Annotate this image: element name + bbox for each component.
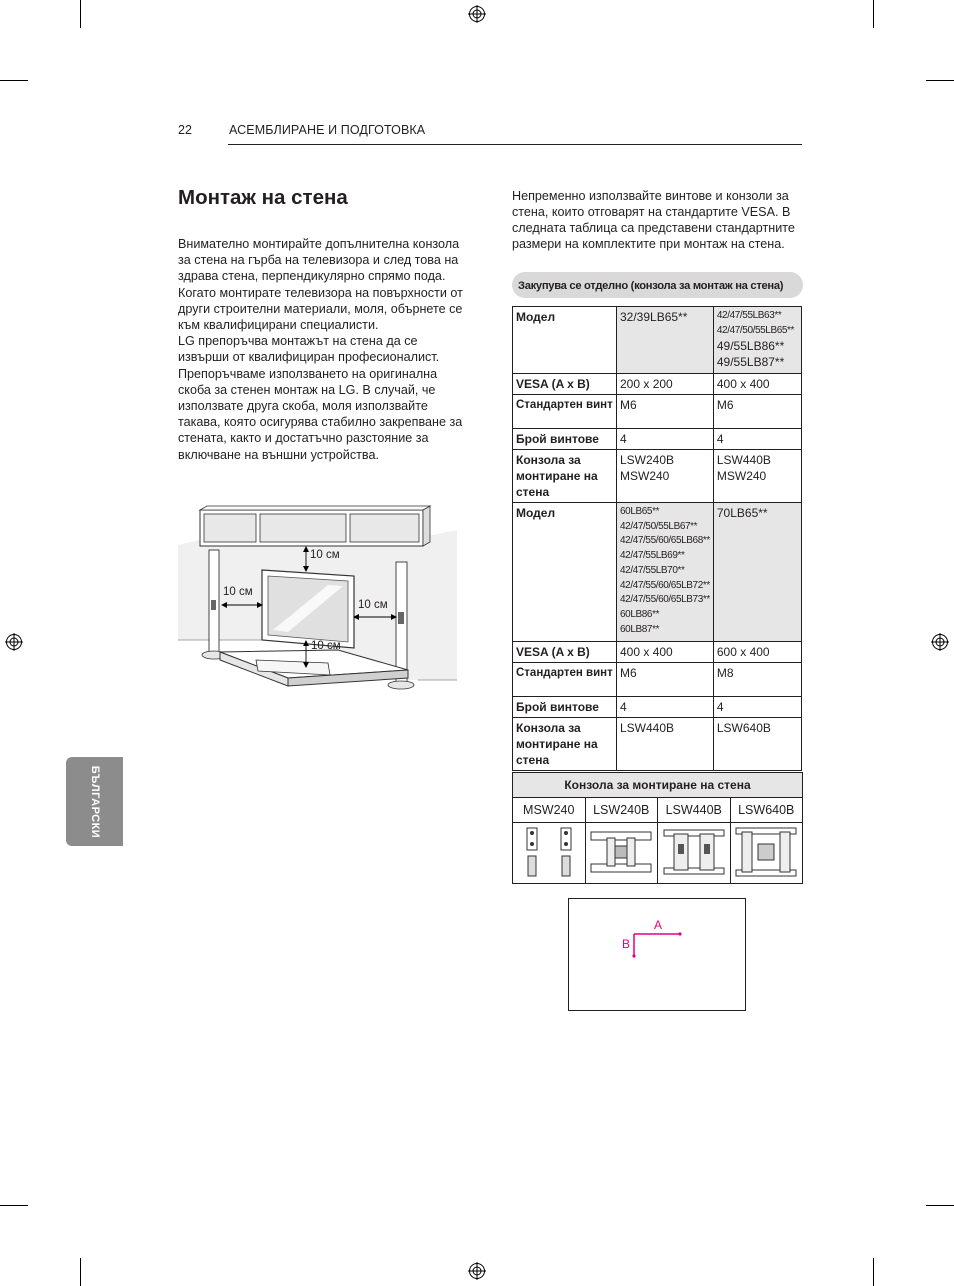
table-row bbox=[513, 642, 802, 663]
vesa-spec-table bbox=[512, 306, 802, 771]
model-line: 42/47/55/60/65LB68** bbox=[620, 535, 710, 547]
crop-mark bbox=[0, 1205, 28, 1206]
model-line: 60LB87** bbox=[620, 623, 660, 635]
registration-mark-icon bbox=[468, 5, 486, 23]
table-cell: LSW240B MSW240 bbox=[617, 450, 714, 503]
table-row bbox=[513, 697, 802, 718]
table-cell: M6 bbox=[617, 395, 714, 429]
table-row bbox=[513, 395, 802, 429]
bracket-model: LSW240B bbox=[585, 798, 658, 823]
lsw640b-bracket-icon bbox=[732, 824, 800, 880]
table-cell: 400 x 400 bbox=[713, 374, 801, 395]
model-line: 42/47/55/60/65LB72** bbox=[620, 579, 710, 591]
screw-label: Стандартен винт bbox=[513, 663, 617, 697]
page-title: Монтаж на стена bbox=[178, 186, 348, 209]
vesa-label: VESA (A x B) bbox=[513, 374, 617, 395]
table-cell bbox=[617, 503, 714, 642]
lsw240b-bracket-icon bbox=[587, 824, 655, 880]
crop-mark bbox=[0, 80, 28, 81]
bracket-model: LSW440B bbox=[658, 798, 731, 823]
vesa-label: VESA (A x B) bbox=[513, 642, 617, 663]
bracket-table-header: Конзола за монтиране на стена bbox=[513, 773, 803, 798]
table-cell: LSW440B MSW240 bbox=[713, 450, 801, 503]
left-clearance-label: 10 см bbox=[223, 586, 253, 598]
vesa-dimension-arrows bbox=[628, 928, 684, 958]
bottom-clearance-label: 10 см bbox=[311, 640, 341, 652]
table-cell: 4 bbox=[617, 697, 714, 718]
model-line: 42/47/55/60/65LB73** bbox=[620, 594, 710, 606]
table-row bbox=[513, 718, 802, 771]
paragraph: LG препоръчва монтажът на стена да се извърши от квалифициран професионалист. Препоръчваме използването на оригинална скоба за стенен монтаж на LG. В случай, че използвате друга скоба, моля използвайте такава, която осигурява стабилно закрепване за стената, както и достатъчно разстояние за включване на външни устройства. bbox=[178, 334, 463, 462]
sold-separately-banner: Закупува се отделно (конзола за монтаж на стена) bbox=[512, 272, 803, 298]
section-title: АСЕМБЛИРАНЕ И ПОДГОТОВКА bbox=[229, 123, 426, 137]
screw-label: Стандартен винт bbox=[513, 395, 617, 429]
table-cell: 4 bbox=[617, 429, 714, 450]
table-cell: 70LB65** bbox=[713, 503, 801, 642]
table-cell: 4 bbox=[713, 429, 801, 450]
table-row bbox=[513, 798, 803, 823]
language-tab-label: БЪЛГАРСКИ bbox=[88, 765, 101, 838]
vesa-intro-text: Непременно използвайте винтове и конзоли за стена, които отговарят на стандартите VESA. В следната таблица са представени стандартните размери на комплектите при монтаж на стена. bbox=[512, 189, 795, 251]
registration-mark-icon bbox=[931, 633, 949, 651]
body-text bbox=[178, 236, 468, 463]
model-line: 42/47/55LB63** bbox=[716, 310, 782, 321]
msw240-bracket-icon bbox=[519, 824, 579, 880]
model-label: Модел bbox=[513, 307, 617, 374]
table-cell: M8 bbox=[713, 663, 801, 697]
crop-mark bbox=[873, 0, 874, 28]
model-line: 42/47/50/55LB67** bbox=[620, 520, 698, 532]
table-cell bbox=[713, 307, 801, 374]
top-clearance-label: 10 см bbox=[310, 549, 340, 561]
table-cell: M6 bbox=[617, 663, 714, 697]
table-row bbox=[513, 503, 802, 642]
table-row bbox=[513, 663, 802, 697]
table-row bbox=[513, 450, 802, 503]
vesa-a-label: A bbox=[654, 918, 663, 932]
table-row bbox=[513, 307, 802, 374]
registration-mark-icon bbox=[468, 1262, 486, 1280]
table-cell: LSW440B bbox=[617, 718, 714, 771]
header-divider bbox=[228, 144, 802, 145]
bracket-model: LSW640B bbox=[730, 798, 803, 823]
table-row bbox=[513, 374, 802, 395]
table-cell: LSW640B bbox=[713, 718, 801, 771]
bracket-model: MSW240 bbox=[513, 798, 586, 823]
model-line: 42/47/50/55LB65** bbox=[716, 324, 795, 336]
bracket-label: Конзола за монтиране на стена bbox=[513, 718, 617, 771]
lsw440b-bracket-icon bbox=[660, 824, 728, 880]
table-cell: 600 x 400 bbox=[713, 642, 801, 663]
table-cell: M6 bbox=[713, 395, 801, 429]
table-cell: 4 bbox=[713, 697, 801, 718]
vesa-b-label: B bbox=[622, 937, 631, 951]
page-number: 22 bbox=[178, 123, 192, 137]
model-line: 49/55LB86** bbox=[716, 339, 785, 354]
crop-mark bbox=[926, 80, 954, 81]
model-line: 42/47/55LB70** bbox=[620, 564, 685, 576]
paragraph: Внимателно монтирайте допълнителна конзола за стена на гърба на телевизора и след това на здрава стена, перпендикулярно спрямо пода. Когато монтирате телевизора на повърхности от други строителни материали, моля, обърнете се към квалифицирани специалисти. bbox=[178, 237, 463, 333]
model-label: Модел bbox=[513, 503, 617, 642]
model-line: 49/55LB87** bbox=[716, 355, 785, 370]
bracket-image-cell bbox=[585, 823, 658, 884]
bracket-label: Конзола за монтиране на стена bbox=[513, 450, 617, 503]
bracket-image-cell bbox=[513, 823, 586, 884]
model-line: 60LB86** bbox=[620, 608, 660, 620]
table-row bbox=[513, 429, 802, 450]
right-clearance-label: 10 см bbox=[358, 599, 388, 611]
model-line: 60LB65** bbox=[620, 506, 660, 517]
table-cell: 200 x 200 bbox=[617, 374, 714, 395]
crop-mark bbox=[873, 1258, 874, 1286]
table-cell: 400 x 400 bbox=[617, 642, 714, 663]
crop-mark bbox=[926, 1205, 954, 1206]
crop-mark bbox=[80, 0, 81, 28]
language-tab bbox=[66, 757, 123, 846]
wall-mount-clearance-illustration bbox=[178, 500, 458, 695]
screw-count-label: Брой винтове bbox=[513, 697, 617, 718]
table-row bbox=[513, 823, 803, 884]
screw-count-label: Брой винтове bbox=[513, 429, 617, 450]
table-cell: 32/39LB65** bbox=[617, 307, 714, 374]
table-row bbox=[513, 773, 803, 798]
bracket-table bbox=[512, 772, 803, 884]
bracket-image-cell bbox=[730, 823, 803, 884]
bracket-image-cell bbox=[658, 823, 731, 884]
model-line: 42/47/55LB69** bbox=[620, 550, 685, 562]
crop-mark bbox=[80, 1258, 81, 1286]
registration-mark-icon bbox=[5, 633, 23, 651]
